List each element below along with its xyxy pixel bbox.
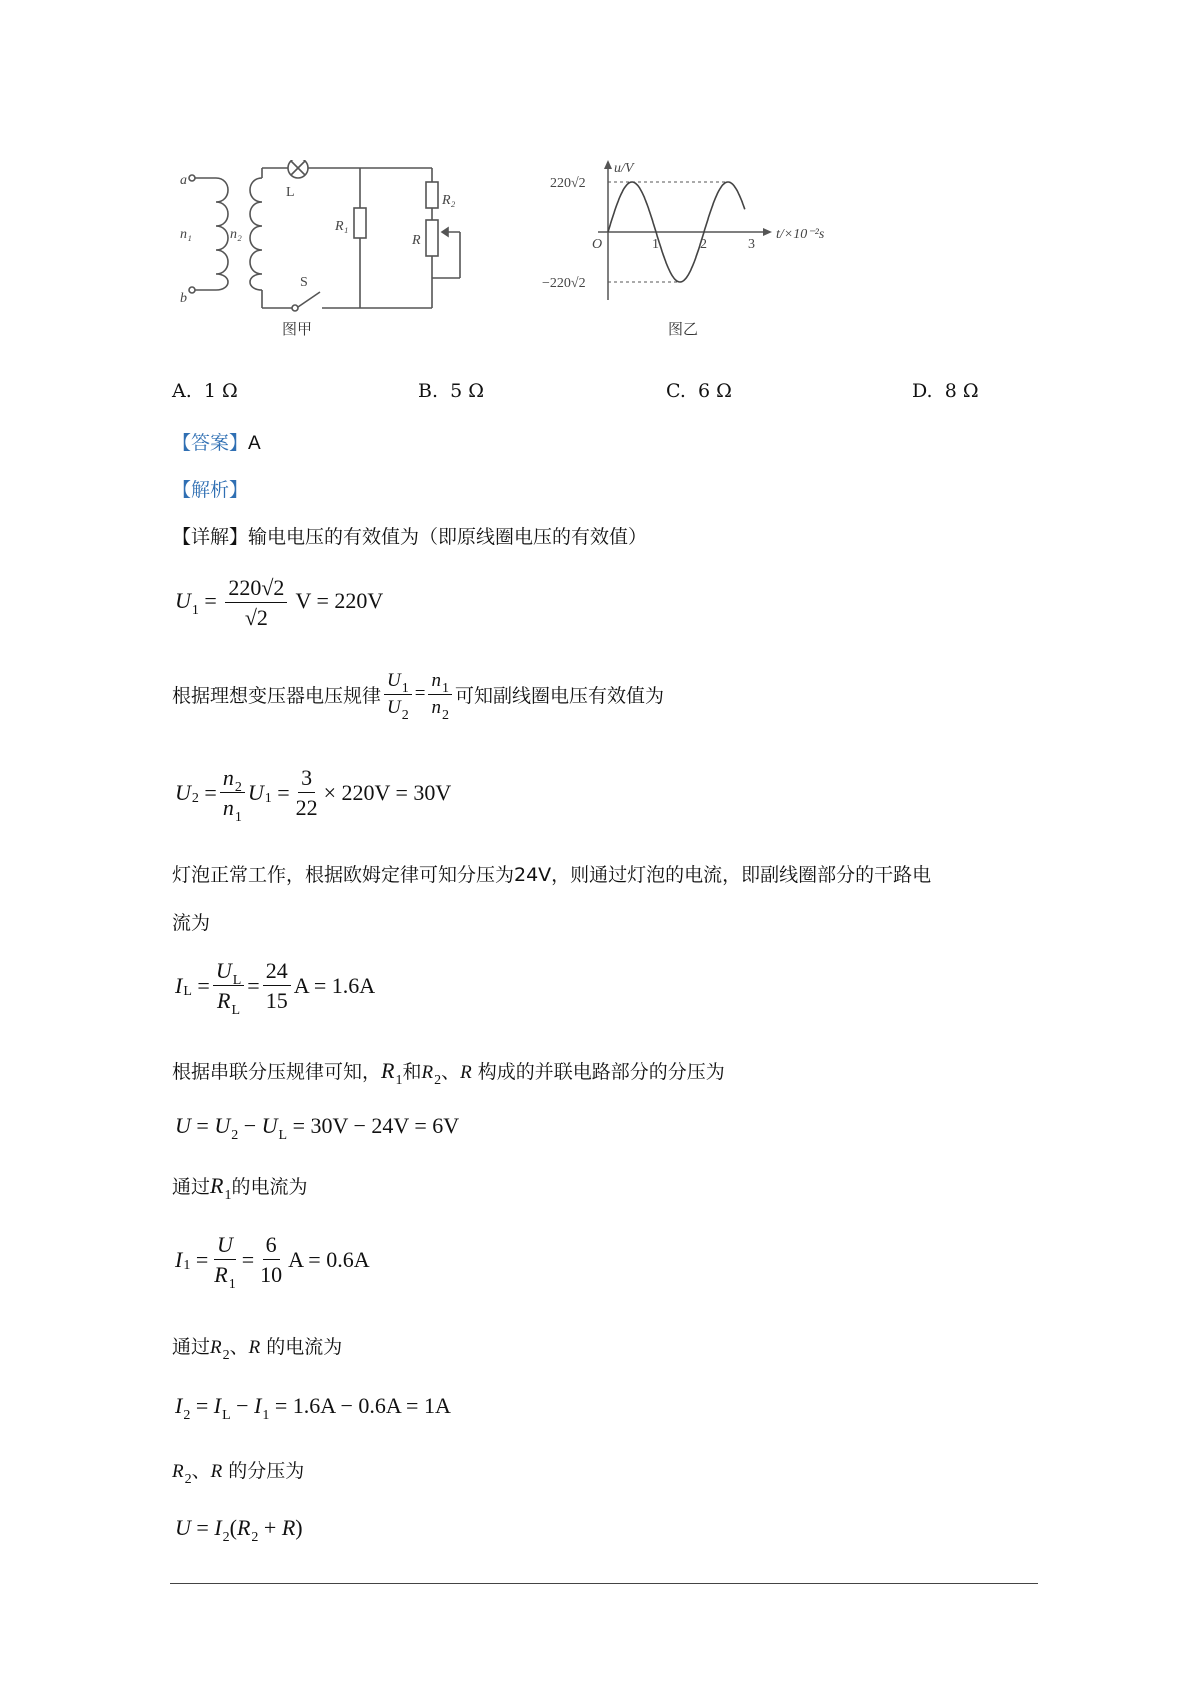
origin-label: O: [592, 237, 603, 252]
text-lamp-cont: 流为: [172, 912, 211, 934]
x-tick-label: 3: [748, 237, 755, 252]
detail-intro: 输电电压的有效值为（即原线圈电压的有效值）: [248, 526, 648, 548]
label-R: R: [412, 233, 421, 248]
y-axis-arrow: [604, 160, 612, 169]
x-tick-label: 1: [652, 237, 659, 252]
analysis-line: [172, 475, 248, 502]
x-tick-label: 2: [700, 237, 707, 252]
text-r2-current: 通过$R_2$、R 的电流为: [172, 1336, 343, 1363]
label-a: a: [180, 173, 187, 188]
page-bottom-rule: [170, 1583, 1038, 1584]
label-R1: R₁: [335, 219, 349, 234]
text-lamp: 灯泡正常工作，根据欧姆定律可知分压为24V，则通过灯泡的电流，即副线圈部分的干路电: [172, 864, 932, 886]
equation-i1: I 1 = $\frac{U}{R_1}$ = $\frac{6}{10}$ A = 0.6A: [175, 1232, 370, 1293]
equation-u-final: $U = I_2(R_2 + R)$: [175, 1515, 303, 1545]
label-R2: R₂: [442, 193, 456, 208]
waveform-chart: [520, 160, 850, 310]
label-L: L: [286, 185, 295, 200]
x-axis-arrow: [763, 228, 772, 236]
figure-yi-caption: 图乙: [668, 320, 699, 338]
equation-il: I L = $\frac{U_L}{R_L}$ = $\frac{24}{15}$ A = 1.6A: [175, 958, 376, 1019]
analysis-tag: 【解析】: [172, 479, 249, 501]
text-series-rule: 根据串联分压规律可知，$R_1$和$R_2$、R 构成的并联电路部分的分压为: [172, 1058, 725, 1088]
text-transformer-rule: 根据理想变压器电压规律 $\frac{U_1}{U_2}$ = $\frac{n_1}{n_2}$ 可知副线圈电压有效值为: [172, 670, 664, 723]
equation-u2: U 2 = $\frac{n_2}{n_1}$ U 1 = $\frac{3}{22}$ × 220V = 30V: [175, 765, 452, 826]
figure-jia-caption: 图甲: [282, 320, 313, 338]
equation-i2: $I_2 = I_L - I_1 = 1.6A - 0.6A = 1A$: [175, 1393, 451, 1423]
text-r1-current: 通过$R_1$的电流为: [172, 1173, 308, 1203]
answer-value: A: [248, 433, 261, 454]
equation-u1: $U_1$ = $\frac{220√2}{√2}$ V = 220V: [175, 575, 384, 631]
label-b: b: [180, 291, 187, 306]
label-n2: n₂: [230, 227, 242, 242]
detail-tag: 【详解】: [172, 526, 249, 548]
answer-tag: 【答案】: [172, 432, 249, 454]
option-b[interactable]: B. 5 Ω: [418, 380, 484, 402]
x-axis-label: t/×10⁻²s: [776, 227, 825, 242]
option-a[interactable]: A. 1 Ω: [172, 380, 238, 402]
text-r2-voltage: $R_2$、R 的分压为: [172, 1460, 305, 1487]
y-axis-label: u/V: [614, 161, 634, 176]
label-S: S: [300, 275, 308, 290]
option-d[interactable]: D. 8 Ω: [912, 380, 979, 402]
answer-line: [172, 428, 261, 455]
detail-line: [172, 522, 647, 549]
circuit-diagram: [180, 160, 480, 330]
equation-u: $U = U_2 - U_L = 30V - 24V = 6V$: [175, 1113, 460, 1143]
option-c[interactable]: C. 6 Ω: [666, 380, 732, 402]
label-n1: n₁: [180, 227, 192, 242]
y-tick-label: −220√2: [542, 276, 586, 291]
y-tick-label: 220√2: [550, 176, 586, 191]
